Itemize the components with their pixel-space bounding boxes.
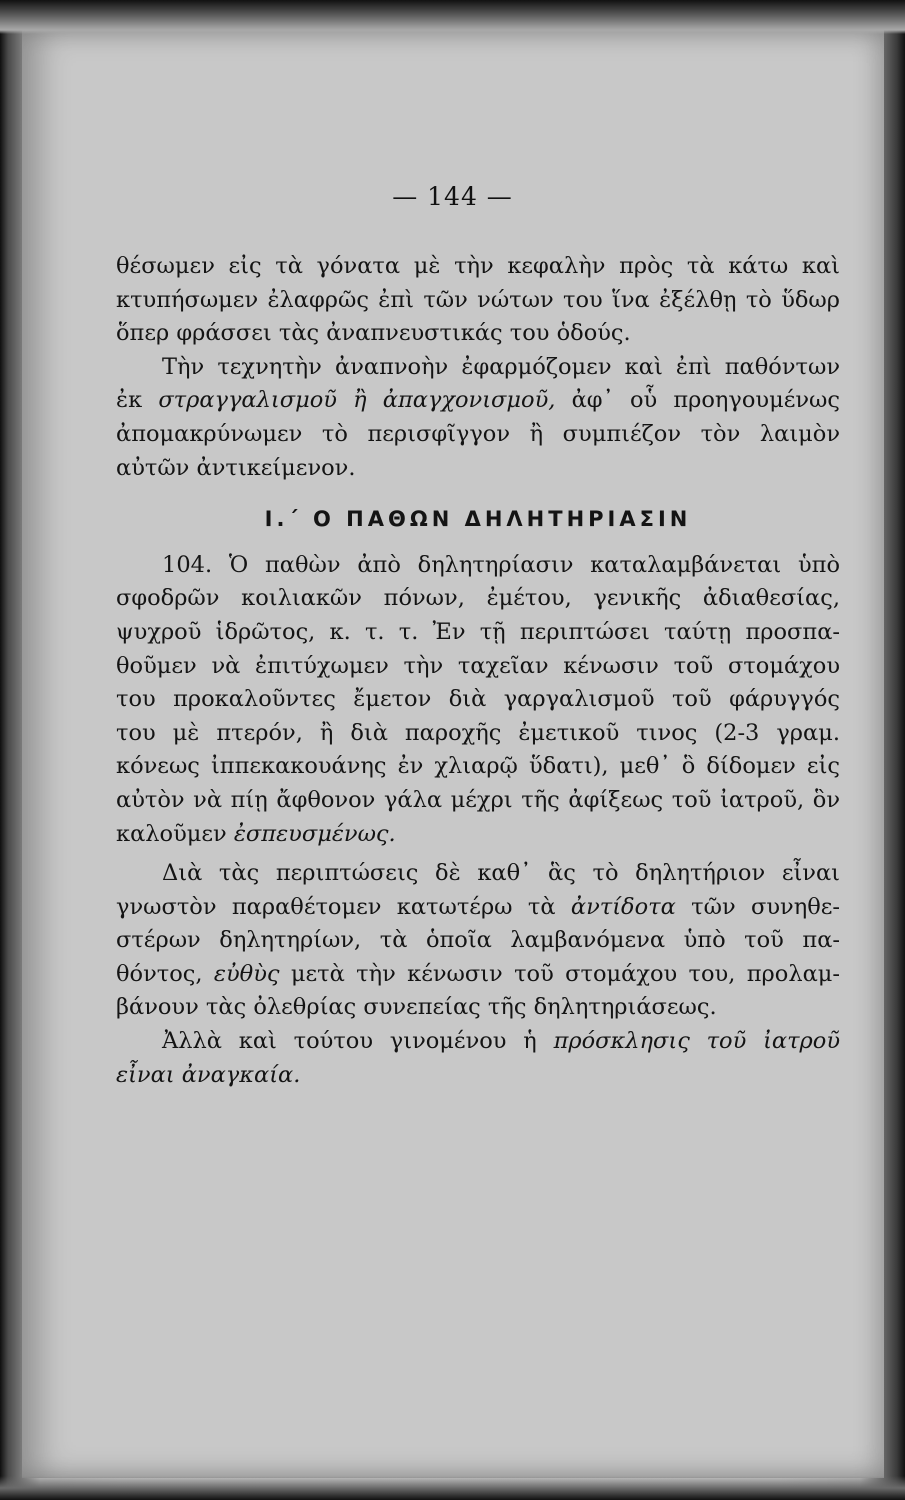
text-line: του προκαλοῦντες ἔμετον διὰ γαργαλισμοῦ τοῦ φάρυγγός [116,686,840,713]
text-line: σφοδρῶν κοιλιακῶν πόνων, ἐμέτου, γενικῆς ἀδιαθεσίας, [116,585,840,612]
text-span: γνωστὸν παραθέτομεν κατωτέρω τὰ [116,893,571,920]
text-span: θόντος, [116,960,214,987]
italic-text: στραγγαλισμοῦ ἢ ἀπαγχονισμοῦ, [158,387,556,414]
page-number: — 144 — [392,182,513,211]
text-line [116,384,840,418]
text-span: Ἀλλὰ καὶ τούτου γινομένου ἡ [162,1028,554,1055]
text-line [116,891,840,925]
text-line: αὐτὸν νὰ πίῃ ἄφθονον γάλα μέχρι τῆς ἀφίξεως τοῦ ἰατροῦ, ὃν [116,786,840,813]
text-line: στέρων δηλητηρίων, τὰ ὁποῖα λαμβανόμενα ὑπὸ τοῦ πα- [116,927,840,954]
italic-text: πρόσκλησις τοῦ ἰατροῦ [553,1028,840,1055]
text-line: του μὲ πτερόν, ἢ διὰ παροχῆς ἐμετικοῦ τινος (2-3 γραμ. [116,719,840,746]
italic-text: εὐθὺς [213,960,280,987]
italic-text: ἀντίδοτα [570,893,676,920]
text-span: ἐκ [116,387,159,414]
text-line [116,1025,840,1059]
page-top-edge [0,0,905,34]
text-line: κόνεως ἰππεκακουάνης ἐν χλιαρῷ ὕδατι), μεθ᾿ ὃ δίδομεν εἰς [116,753,840,780]
text-line: Τὴν τεχνητὴν ἀναπνοὴν ἐφαρμόζομεν καὶ ἐπὶ παθόντων [162,353,840,380]
text-line [116,958,840,992]
text-line: κτυπήσωμεν ἐλαφρῶς ἐπὶ τῶν νώτων του ἵνα ἐξέλθῃ τὸ ὕδωρ [116,286,840,313]
text-line [116,818,840,852]
text-line: βάνουν τὰς ὀλεθρίας συνεπείας τῆς δηλητηριάσεως. [116,994,717,1021]
text-line: θέσωμεν εἰς τὰ γόνατα μὲ τὴν κεφαλὴν πρὸς τὰ κάτω καὶ [116,253,840,279]
text-line: Διὰ τὰς περιπτώσεις δὲ καθ᾿ ἃς τὸ δηλητήριον εἶναι [162,860,840,887]
text-line: 104. Ὁ παθὼν ἀπὸ δηλητηρίασιν καταλαμβάνεται ὑπὸ [162,551,840,578]
text-span: καλοῦμεν [116,820,234,847]
text-line: αὐτῶν ἀντικείμενον. [116,454,356,481]
text-line: ψυχροῦ ἱδρῶτος, κ. τ. τ. Ἐν τῇ περιπτώσει ταύτῃ προσπα- [116,618,840,645]
text-line: θοῦμεν νὰ ἐπιτύχωμεν τὴν ταχεῖαν κένωσιν τοῦ στομάχου [116,652,840,679]
page-bottom-edge [0,1476,905,1500]
text-line [116,1059,840,1093]
text-line: ὅπερ φράσσει τὰς ἀναπνευστικάς του ὁδούς. [116,320,631,347]
italic-text: εἶναι ἀναγκαία. [116,1061,301,1088]
text-span: μετὰ τὴν κένωσιν τοῦ στομάχου του, προλαμ- [279,960,841,987]
section-heading: Ι.΄ Ο ΠΑΘΩΝ ΔΗΛΗΤΗΡΙΑΣΙΝ [264,507,692,532]
text-span: ἀφ᾿ οὗ προηγουμένως [555,387,840,414]
text-span: τῶν συνηθε- [675,893,841,920]
italic-text: ἐσπευσμένως. [233,820,396,847]
page-text [116,250,840,1092]
text-line: ἀπομακρύνωμεν τὸ περισφῖγγον ἢ συμπιέζον τὸν λαιμὸν [116,420,840,447]
